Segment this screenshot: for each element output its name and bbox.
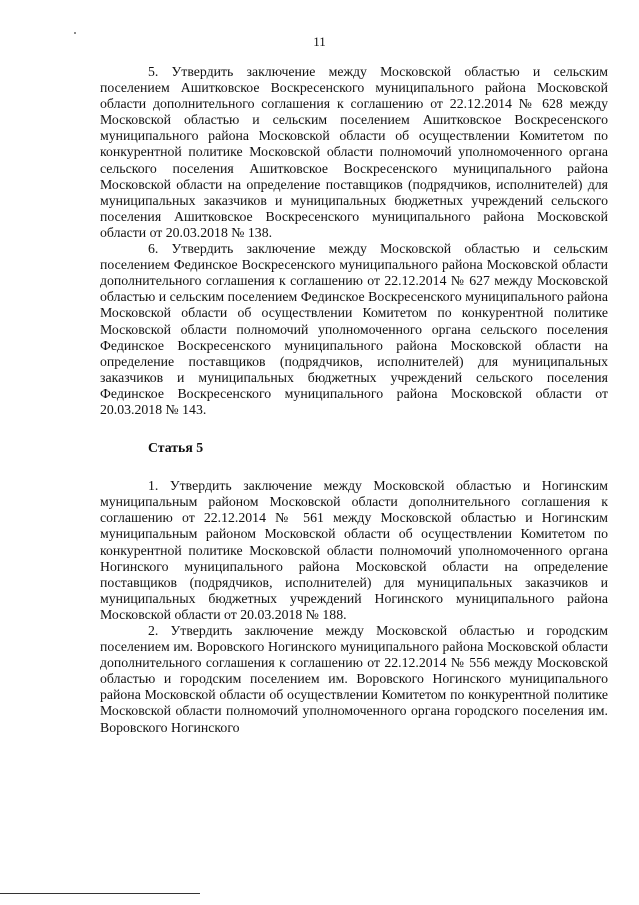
paragraph-item-5: 5. Утвердить заключение между Московской областью и сельским поселением Ашитковское Воскресенского муниципального района Московской области дополнительного соглашения к соглашению от 22.12.2014 № 628 между Московской областью и сельским поселением Ашитковское Воскресенского муниципального района Московской области об осуществлении Комитетом по конкурентной политике Московской области полномочий уполномоченного органа сельского поселения Ашитковское Воскресенского муниципального района Московской области на определение поставщиков (подрядчиков, исполнителей) для муниципальных заказчиков и муниципальных бюджетных учреждений сельского поселения Ашитковское Воскресенского муниципального района Московской области от 20.03.2018 № 138.	[100, 64, 608, 240]
footer-rule	[0, 893, 200, 894]
paragraph-item-2: 2. Утвердить заключение между Московской областью и городским поселением им. Воровского Ногинского муниципального района Московской области дополнительного соглашения к соглашению от 22.12.2014 № 556 между Московской областью и городским поселением им. Воровского Ногинского муниципального района Московской области об осуществлении Комитетом по конкурентной политике Московской области полномочий уполномоченного органа городского поселения им. Воровского Ногинского	[100, 623, 608, 735]
page-number: 11	[313, 34, 326, 49]
paragraph-item-6: 6. Утвердить заключение между Московской областью и сельским поселением Фединское Воскресенского муниципального района Московской области дополнительного соглашения к соглашению от 22.12.2014 № 627 между Московской областью и сельским поселением Фединское Воскресенского муниципального района Московской области об осуществлении Комитетом по конкурентной политике Московской области полномочий уполномоченного органа сельского поселения Фединское Воскресенского муниципального района Московской области на определение поставщиков (подрядчиков, исполнителей) для муниципальных заказчиков и муниципальных бюджетных учреждений сельского поселения Фединское Воскресенского муниципального района Московской области от 20.03.2018 № 143.	[100, 241, 608, 417]
paragraph-item-1: 1. Утвердить заключение между Московской областью и Ногинским муниципальным районом Московской области дополнительного соглашения к соглашению от 22.12.2014 № 561 между Московской областью и Ногинским муниципальным районом Московской области об осуществлении Комитетом по конкурентной политике Московской области полномочий уполномоченного органа Ногинского муниципального района Московской области на определение поставщиков (подрядчиков, исполнителей) для муниципальных заказчиков и муниципальных бюджетных учреждений Ногинского муниципального района Московской области от 20.03.2018 № 188.	[100, 478, 608, 622]
article-heading: Статья 5	[148, 440, 204, 456]
document-body	[100, 64, 608, 736]
